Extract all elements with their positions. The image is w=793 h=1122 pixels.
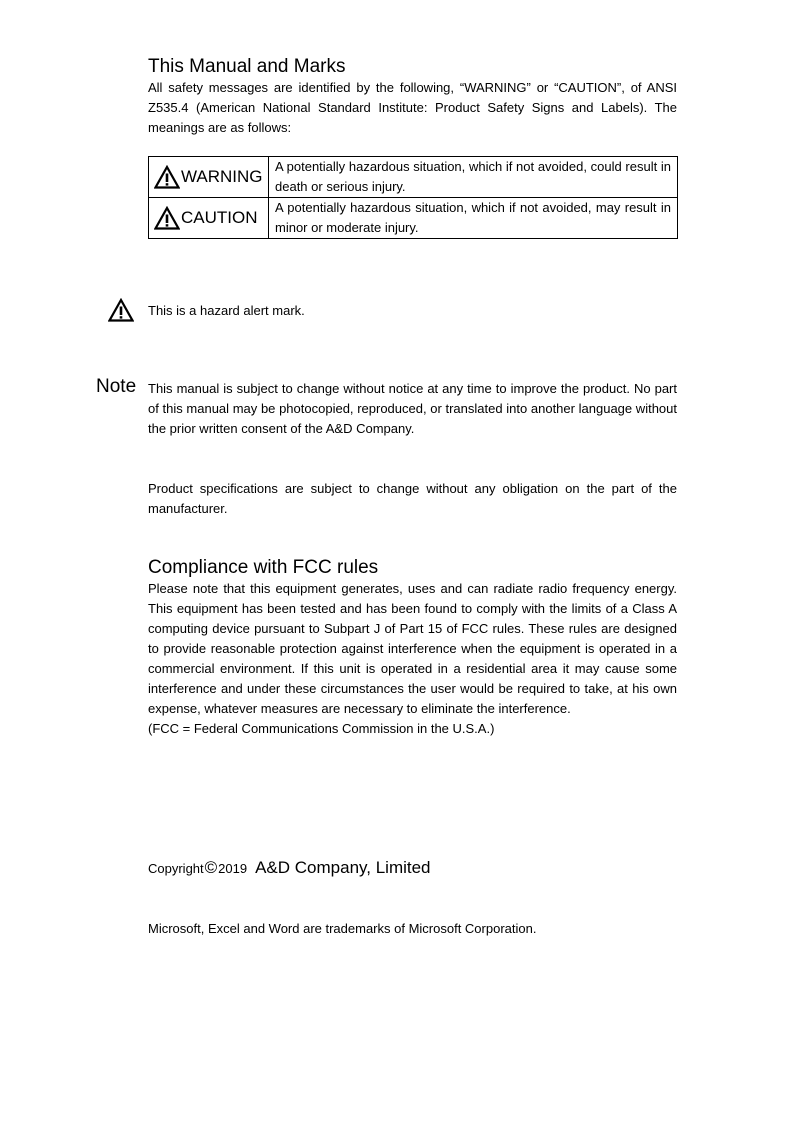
warning-label-cell (149, 157, 269, 198)
warning-row (149, 157, 678, 198)
hazard-alert-text: This is a hazard alert mark. (148, 303, 305, 318)
caution-label-cell (149, 198, 269, 239)
copyright-symbol-icon: © (204, 858, 218, 877)
specifications-paragraph (148, 479, 677, 519)
caution-description: A potentially hazardous situation, which if not avoided, may result in minor or moderate injury. (269, 198, 678, 239)
manual-marks-heading: This Manual and Marks (148, 56, 346, 77)
hazard-alert-icon (108, 298, 134, 322)
copyright-prefix: Copyright (148, 861, 204, 876)
fcc-body-text: Please note that this equipment generates, uses and can radiate radio frequency energy. This equipment has been tested and has been found to comply with the limits of a Class A computing device pursuant to Subpart J of Part 15 of FCC rules. These rules are designed to provide reasonable protection against interference when the equipment is operated in a commercial environment. If this unit is operated in a residential area it may cause some interference and under these circumstances the user would be required to take, at his own expense, whatever measures are necessary to eliminate the interference. (148, 581, 677, 716)
caution-row (149, 198, 678, 239)
note-text: This manual is subject to change without notice at any time to improve the product. No part of this manual may be photocopied, reproduced, or translated into another language without the prior written consent of the A&D Company. (148, 381, 677, 436)
specifications-text: Product specifications are subject to change without any obligation on the part of the manufacturer. (148, 481, 677, 516)
copyright-line (148, 858, 431, 878)
company-name: A&D Company, Limited (255, 858, 431, 877)
warning-description: A potentially hazardous situation, which if not avoided, could result in death or serious injury. (269, 157, 678, 198)
safety-marks-table (148, 156, 678, 239)
note-paragraph (148, 379, 677, 439)
note-label: Note (96, 376, 137, 397)
caution-triangle-icon (154, 206, 180, 230)
safety-intro-text: All safety messages are identified by the following, “WARNING” or “CAUTION”, of ANSI Z535.4 (American National Standard Institute: Product Safety Signs and Labels). The meanings are as follows: (148, 80, 677, 135)
fcc-paragraph (148, 579, 677, 739)
fcc-heading: Compliance with FCC rules (148, 557, 379, 578)
warning-triangle-icon (154, 165, 180, 189)
fcc-footnote: (FCC = Federal Communications Commission in the U.S.A.) (148, 721, 495, 736)
copyright-year: 2019 (218, 861, 248, 876)
warning-label: WARNING (181, 167, 263, 186)
trademark-notice: Microsoft, Excel and Word are trademarks of Microsoft Corporation. (148, 921, 537, 936)
safety-intro-paragraph (148, 78, 677, 138)
caution-label: CAUTION (181, 208, 258, 227)
